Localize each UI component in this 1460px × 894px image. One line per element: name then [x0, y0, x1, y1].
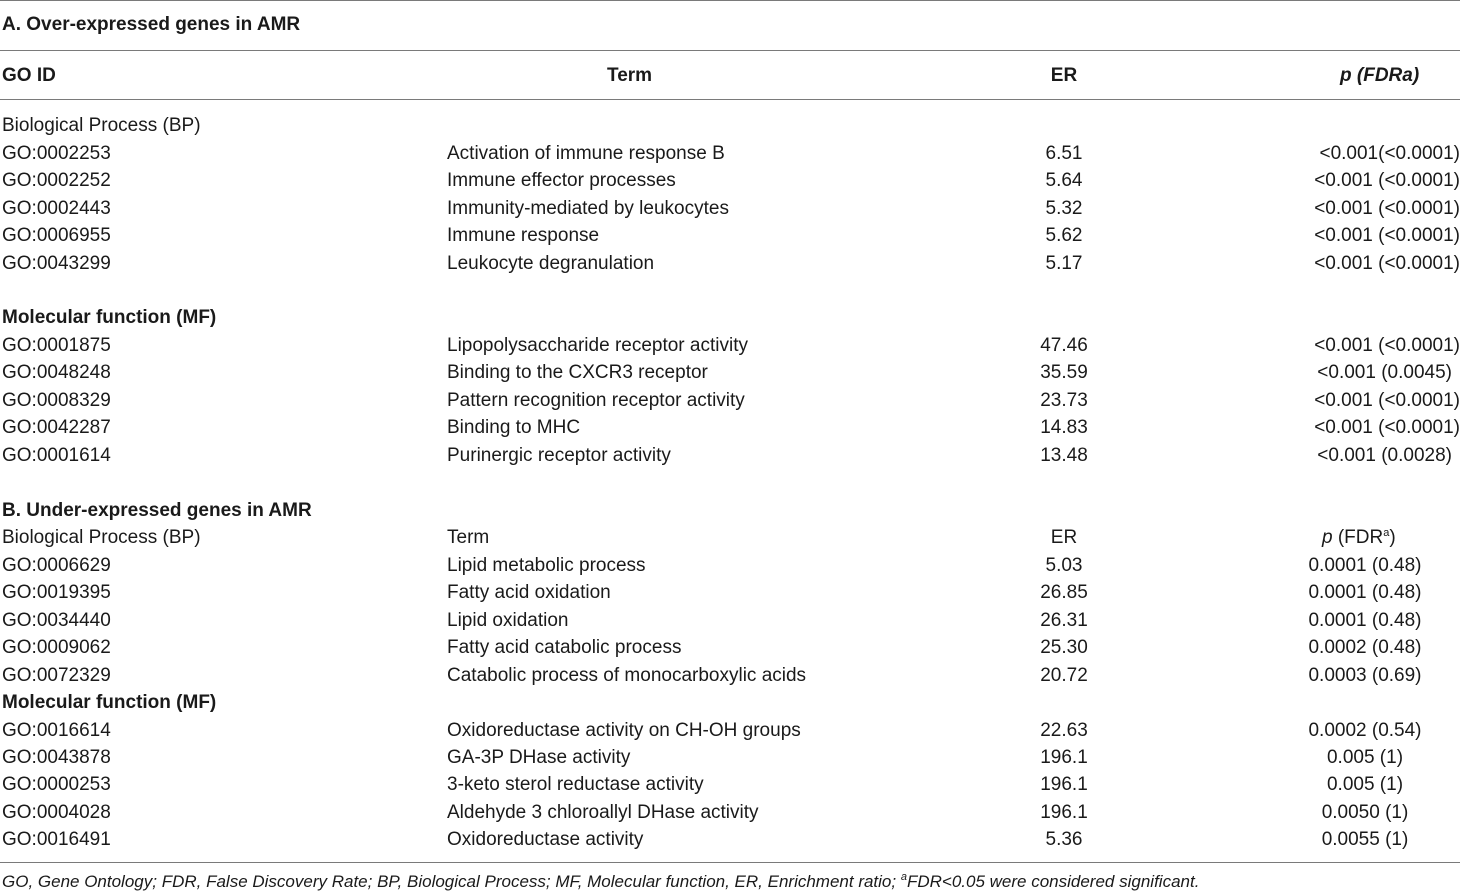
table-row — [0, 744, 1460, 771]
p-value: <0.001 (<0.0001) — [1314, 417, 1460, 438]
section-b-header-term: Term — [447, 527, 490, 548]
term: Oxidoreductase activity — [447, 829, 644, 850]
p-value: <0.001 (<0.0001) — [1314, 170, 1460, 191]
er-value: 26.85 — [1040, 582, 1088, 603]
go-id: GO:0006629 — [2, 555, 111, 576]
p-value: 0.0001 (0.48) — [1308, 610, 1422, 631]
er-value: 23.73 — [1040, 390, 1088, 411]
go-id: GO:0043878 — [2, 747, 111, 768]
term: Oxidoreductase activity on CH-OH groups — [447, 720, 801, 741]
term: Catabolic process of monocarboxylic acids — [447, 665, 807, 686]
p-value: 0.0002 (0.54) — [1308, 720, 1422, 741]
table-row — [0, 579, 1460, 606]
go-id: GO:0043299 — [2, 253, 111, 274]
term: Pattern recognition receptor activity — [447, 390, 745, 411]
table-row — [0, 634, 1460, 661]
er-value: 5.62 — [1045, 225, 1083, 246]
term: Purinergic receptor activity — [447, 445, 671, 466]
table-row — [0, 717, 1460, 744]
er-value: 35.59 — [1040, 362, 1088, 383]
section-b-title-row — [0, 497, 1460, 524]
table-row — [0, 140, 1460, 167]
p-value: 0.005 (1) — [1326, 774, 1404, 795]
er-value: 5.17 — [1045, 253, 1083, 274]
go-id: GO:0034440 — [2, 610, 111, 631]
er-value: 13.48 — [1040, 445, 1088, 466]
go-id: GO:0004028 — [2, 802, 111, 823]
header-top-rule — [0, 50, 1460, 51]
table-row — [0, 799, 1460, 826]
header-go-id: GO ID — [2, 65, 56, 86]
section-a-mf-label: Molecular function (MF) — [2, 307, 217, 328]
p-value: 0.0001 (0.48) — [1308, 582, 1422, 603]
p-value: <0.001 (<0.0001) — [1314, 390, 1460, 411]
p-value: <0.001 (<0.0001) — [1314, 253, 1460, 274]
go-id: GO:0001614 — [2, 445, 111, 466]
go-id: GO:0048248 — [2, 362, 111, 383]
term: Lipid metabolic process — [447, 555, 646, 576]
p-value: 0.005 (1) — [1326, 747, 1404, 768]
table-row — [0, 195, 1460, 222]
go-id: GO:0072329 — [2, 665, 111, 686]
p-value: 0.0003 (0.69) — [1308, 665, 1422, 686]
section-b-header-p: p (FDR$^a$) — [1322, 527, 1396, 548]
table-row — [0, 250, 1460, 277]
term: Binding to the CXCR3 receptor — [447, 362, 708, 383]
go-id: GO:0006955 — [2, 225, 111, 246]
term: 3-keto sterol reductase activity — [447, 774, 704, 795]
term: GA-3P DHase activity — [447, 747, 631, 768]
table-header-row — [0, 62, 1460, 89]
term: Immune response — [447, 225, 600, 246]
term: Activation of immune response B — [447, 143, 725, 164]
header-er: ER — [1050, 65, 1078, 86]
header-bottom-rule — [0, 99, 1460, 100]
table-row — [0, 414, 1460, 441]
section-b-bp-label: Biological Process (BP) — [2, 527, 201, 548]
er-value: 196.1 — [1040, 774, 1088, 795]
p-value: 0.0002 (0.48) — [1308, 637, 1422, 658]
section-b-header-row — [0, 524, 1460, 551]
er-value: 47.46 — [1040, 335, 1088, 356]
term: Leukocyte degranulation — [447, 253, 655, 274]
p-value: 0.0050 (1) — [1321, 802, 1409, 823]
er-value: 196.1 — [1040, 747, 1088, 768]
go-id: GO:0002252 — [2, 170, 111, 191]
section-a-mf-label-row — [0, 304, 1460, 331]
go-id: GO:0001875 — [2, 335, 111, 356]
section-b-title: B. Under-expressed genes in AMR — [2, 500, 312, 521]
go-id: GO:0042287 — [2, 417, 111, 438]
section-b-mf-label: Molecular function (MF) — [2, 692, 217, 713]
table-footnote: GO, Gene Ontology; FDR, False Discovery Rate; BP, Biological Process; MF, Molecular function, ER, Enrichment ratio; $^a$FDR<0.05 were considered significant. — [2, 871, 1200, 891]
table-row — [0, 442, 1460, 469]
table-row — [0, 167, 1460, 194]
term: Fatty acid catabolic process — [447, 637, 682, 658]
term: Binding to MHC — [447, 417, 581, 438]
bottom-rule — [0, 862, 1460, 863]
term: Aldehyde 3 chloroallyl DHase activity — [447, 802, 759, 823]
p-value: <0.001(<0.0001) — [1319, 143, 1460, 164]
go-id: GO:0019395 — [2, 582, 111, 603]
table-row — [0, 222, 1460, 249]
table-row — [0, 771, 1460, 798]
go-id: GO:0002443 — [2, 198, 111, 219]
er-value: 26.31 — [1040, 610, 1088, 631]
go-id: GO:0016491 — [2, 829, 111, 850]
section-a-bp-label: Biological Process (BP) — [2, 115, 201, 136]
go-id: GO:0016614 — [2, 720, 111, 741]
er-value: 20.72 — [1040, 665, 1088, 686]
term: Immune effector processes — [447, 170, 676, 191]
go-id: GO:0008329 — [2, 390, 111, 411]
er-value: 5.36 — [1045, 829, 1083, 850]
er-value: 5.64 — [1045, 170, 1083, 191]
table-row — [0, 359, 1460, 386]
er-value: 22.63 — [1040, 720, 1088, 741]
p-value: <0.001 (0.0028) — [1317, 445, 1452, 466]
header-term: Term — [607, 65, 653, 86]
table-row — [0, 332, 1460, 359]
header-p-fdr: p (FDRa) — [1340, 65, 1420, 86]
table-row — [0, 826, 1460, 853]
p-value: <0.001 (0.0045) — [1317, 362, 1452, 383]
table-row — [0, 552, 1460, 579]
go-id: GO:0000253 — [2, 774, 111, 795]
er-value: 5.32 — [1045, 198, 1083, 219]
term: Fatty acid oxidation — [447, 582, 611, 603]
table-row — [0, 607, 1460, 634]
term: Lipopolysaccharide receptor activity — [447, 335, 748, 356]
section-b-header-er: ER — [1050, 527, 1078, 548]
go-id: GO:0002253 — [2, 143, 111, 164]
p-value: <0.001 (<0.0001) — [1314, 335, 1460, 356]
table-row — [0, 662, 1460, 689]
section-a-bp-label-row — [0, 112, 1460, 139]
er-value: 196.1 — [1040, 802, 1088, 823]
section-a-title: A. Over-expressed genes in AMR — [2, 14, 301, 35]
term: Immunity-mediated by leukocytes — [447, 198, 729, 219]
top-rule — [0, 0, 1460, 1]
term: Lipid oxidation — [447, 610, 569, 631]
er-value: 5.03 — [1045, 555, 1083, 576]
section-b-mf-label-row — [0, 689, 1460, 716]
er-value: 6.51 — [1045, 143, 1083, 164]
p-value: 0.0055 (1) — [1321, 829, 1409, 850]
p-value: <0.001 (<0.0001) — [1314, 198, 1460, 219]
p-value: 0.0001 (0.48) — [1308, 555, 1422, 576]
er-value: 25.30 — [1040, 637, 1088, 658]
p-value: <0.001 (<0.0001) — [1314, 225, 1460, 246]
go-id: GO:0009062 — [2, 637, 111, 658]
table-row — [0, 387, 1460, 414]
er-value: 14.83 — [1040, 417, 1088, 438]
